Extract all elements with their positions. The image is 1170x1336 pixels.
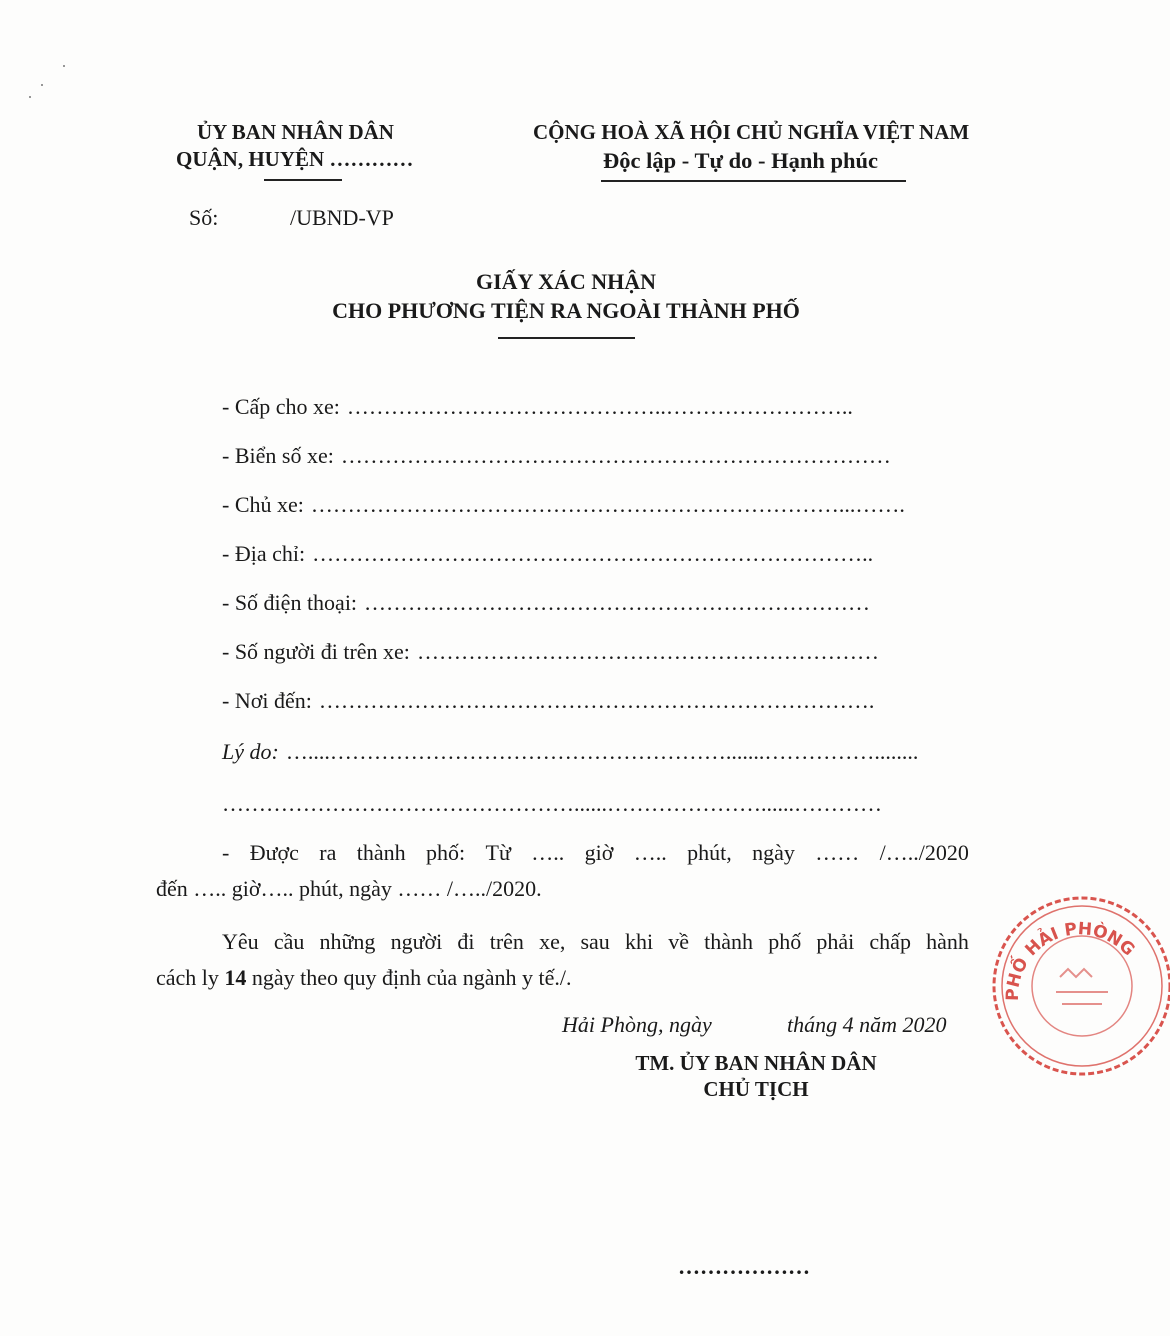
form-field-row <box>222 541 969 567</box>
nation-name: CỘNG HOÀ XÃ HỘI CHỦ NGHĨA VIỆT NAM <box>533 120 970 144</box>
quarantine-days: 14 <box>224 965 247 990</box>
requirement-word: khi <box>624 929 654 954</box>
signing-org: TM. ỦY BAN NHÂN DÂN <box>635 1051 877 1075</box>
form-field-label: - Chủ xe: <box>222 492 304 517</box>
requirement-word: người <box>390 929 443 954</box>
month-year: tháng 4 năm 2020 <box>787 1012 947 1037</box>
form-field-label: - Số người đi trên xe: <box>222 639 410 664</box>
requirement-word: xe, <box>539 929 566 954</box>
validity-word: ra <box>319 840 337 865</box>
form-field-label: - Cấp cho xe: <box>222 394 340 419</box>
form-field-blank: …....……………………………………………….......……………........ <box>285 739 919 764</box>
form-field-blank: ……………………………………………………… <box>416 639 879 664</box>
place-date: Hải Phòng, ngày <box>562 1012 712 1037</box>
validity-word: …… <box>815 840 860 865</box>
form-field-row <box>222 394 969 420</box>
validity-word: Được <box>249 840 299 865</box>
form-field-row <box>222 739 969 765</box>
signing-title: CHỦ TỊCH <box>703 1077 809 1101</box>
doc-subtitle: CHO PHƯƠNG TIỆN RA NGOÀI THÀNH PHỐ <box>332 298 800 323</box>
signer-name-placeholder: ……………… <box>678 1254 810 1279</box>
reason-continuation-dots: …………………………………………......…………………......………… <box>222 791 882 816</box>
req-suffix: ngày theo quy định của ngành y tế./. <box>246 965 572 990</box>
form-field-blank: ……………………………………..…………………….. <box>346 394 853 419</box>
form-field-blank: …………………………………………………………………. <box>318 688 875 713</box>
form-field-blank: ………………………………………………………………….. <box>312 541 874 566</box>
requirement-word: đi <box>457 929 475 954</box>
validity-word: - <box>222 840 230 865</box>
doc-title: GIẤY XÁC NHẬN <box>475 269 657 294</box>
validity-word: ….. <box>633 840 667 865</box>
requirement-word: về <box>668 929 690 954</box>
requirement-word: chấp <box>869 929 911 954</box>
form-field-label: - Nơi đến: <box>222 688 312 713</box>
motto-underline <box>601 180 906 182</box>
validity-word: ngày <box>752 840 795 865</box>
form-field-label: Lý do: <box>222 739 279 764</box>
validity-word: giờ <box>584 840 614 865</box>
requirement-word: phải <box>816 929 855 954</box>
quarantine-requirement <box>222 929 969 955</box>
validity-word: /…../2020 <box>879 840 969 865</box>
req-prefix: cách ly <box>156 965 225 990</box>
validity-word: phố: <box>426 840 466 865</box>
requirement-word: trên <box>489 929 524 954</box>
form-field-label: - Địa chỉ: <box>222 541 306 566</box>
validity-time-range <box>222 840 969 866</box>
requirement-word: phố <box>768 929 802 954</box>
requirement-word: sau <box>580 929 610 954</box>
nation-motto: Độc lập - Tự do - Hạnh phúc <box>603 148 879 173</box>
requirement-word: cầu <box>273 929 305 954</box>
requirement-word: hành <box>926 929 969 954</box>
form-field-row <box>222 492 969 518</box>
form-field-row <box>222 688 969 714</box>
doc-number-label: Số: <box>189 205 219 230</box>
issuer-district: QUẬN, HUYỆN ………… <box>176 147 414 171</box>
issuer-underline <box>264 179 342 181</box>
form-field-label: - Biển số xe: <box>222 443 334 468</box>
scan-speck <box>41 84 43 86</box>
quarantine-requirement-cont <box>156 965 571 991</box>
validity-end-time: đến ….. giờ….. phút, ngày …… /…../2020. <box>156 876 542 901</box>
doc-number-suffix: /UBND-VP <box>290 205 394 230</box>
scan-speck <box>63 65 65 67</box>
official-seal-icon <box>990 892 1170 1080</box>
requirement-word: Yêu <box>222 929 259 954</box>
seal-text: PHỐ HẢI PHÒNG <box>1002 919 1139 1002</box>
issuer-name: ỦY BAN NHÂN DÂN <box>197 120 394 144</box>
requirement-word: những <box>319 929 376 954</box>
form-field-row <box>222 590 969 616</box>
scan-speck <box>29 96 31 98</box>
validity-word: phút, <box>687 840 732 865</box>
form-field-row <box>222 443 969 469</box>
validity-word: Từ <box>485 840 511 865</box>
form-field-blank: ………………………………………………………………...……. <box>310 492 905 517</box>
form-field-label: - Số điện thoại: <box>222 590 358 615</box>
validity-word: ….. <box>531 840 565 865</box>
requirement-word: thành <box>704 929 754 954</box>
form-field-blank: …………………………………………………………… <box>364 590 871 615</box>
form-field-blank: ………………………………………………………………… <box>340 443 891 468</box>
title-underline <box>498 337 635 339</box>
form-field-row <box>222 639 969 665</box>
validity-word: thành <box>356 840 406 865</box>
